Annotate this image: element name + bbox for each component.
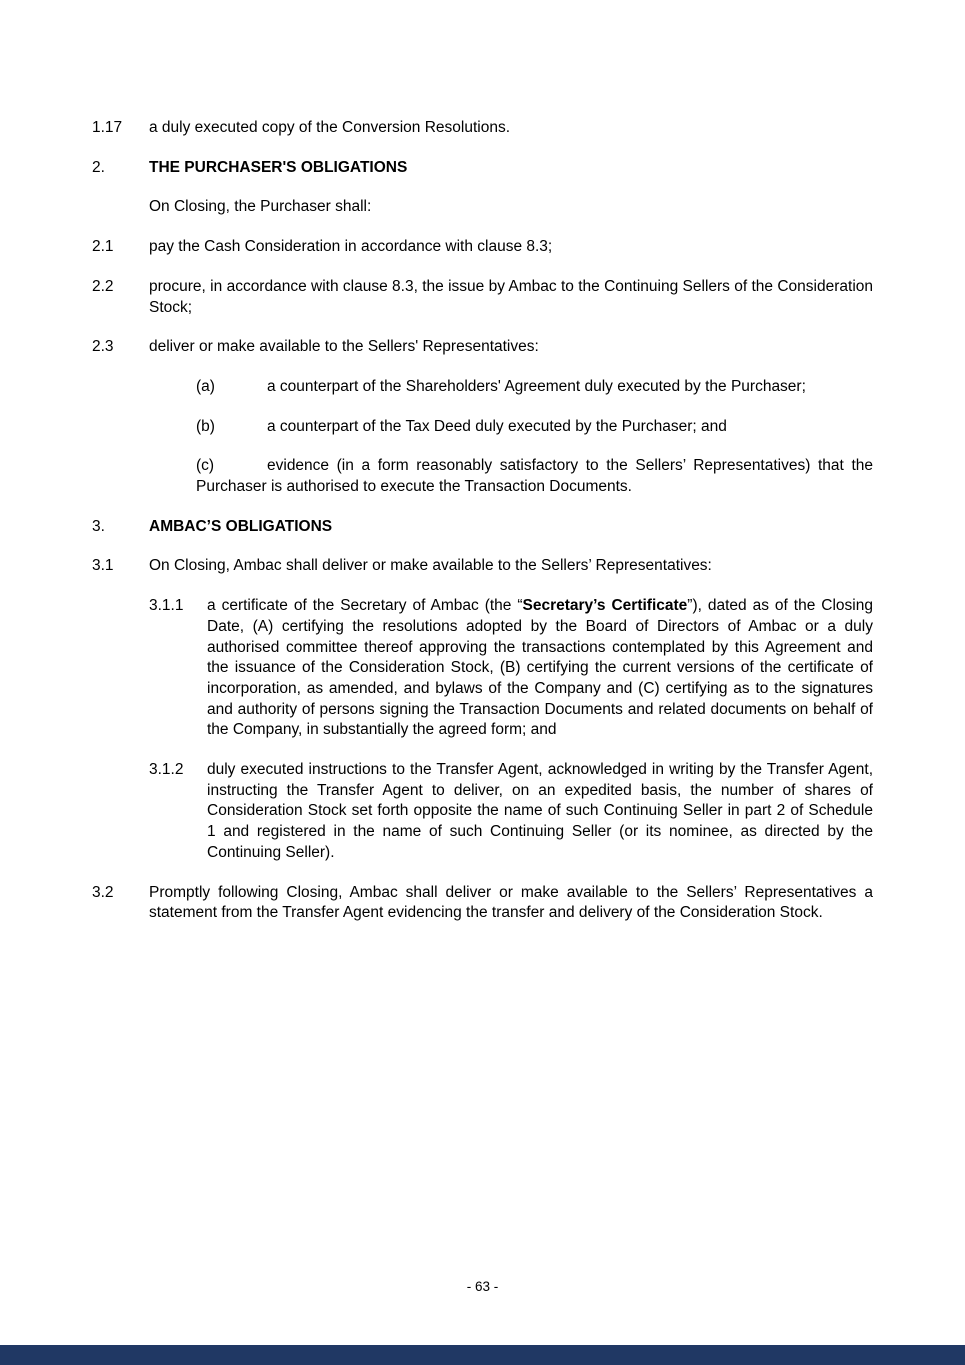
clause-number: 3.1.1	[149, 597, 184, 615]
clause-1-17	[92, 118, 873, 139]
subclause-text: a counterpart of the Tax Deed duly executed by the Purchaser; and	[267, 417, 727, 435]
clause-3-2	[92, 883, 873, 924]
clause-text	[207, 596, 873, 741]
clause-text: a duly executed copy of the Conversion Resolutions.	[149, 119, 511, 136]
clause-3-1	[92, 556, 873, 577]
clause-text: procure, in accordance with clause 8.3, the issue by Ambac to the Continuing Sellers of the Consideration Stock;	[149, 277, 873, 316]
clause-number: 3.1	[92, 557, 114, 575]
section-heading: AMBAC’S OBLIGATIONS	[149, 517, 333, 535]
clause-number: 2.3	[92, 338, 114, 356]
subclause-label: (c)	[196, 457, 215, 475]
clause-2-3-b	[196, 417, 873, 438]
clause-number: 3.2	[92, 883, 114, 901]
clause-number: 3.1.2	[149, 761, 184, 779]
clause-number: 2.2	[92, 277, 114, 295]
subclause-text: a counterpart of the Shareholders' Agreement duly executed by the Purchaser;	[267, 377, 806, 395]
clause-2-2	[92, 277, 873, 318]
clause-2-1	[92, 237, 873, 258]
clause-2-3-a	[196, 377, 873, 398]
clause-text: pay the Cash Consideration in accordance with clause 8.3;	[149, 238, 553, 256]
clause-text-segment: a certificate of the Secretary of Ambac (the “	[207, 597, 523, 615]
subclause-label: (a)	[196, 377, 215, 395]
subclause-text: evidence (in a form reasonably satisfactory to the Sellers’ Representatives) that the Purchaser is authorised to execute the Transaction Documents.	[196, 457, 873, 496]
section-2-heading-row	[92, 158, 873, 179]
clause-number: 1.17	[92, 119, 123, 136]
page-number: - 63 -	[466, 1279, 499, 1294]
clause-number: 2.1	[92, 238, 114, 256]
clause-text: On Closing, Ambac shall deliver or make available to the Sellers’ Representatives:	[149, 557, 712, 575]
section-heading: THE PURCHASER'S OBLIGATIONS	[149, 158, 408, 176]
section-2-intro: On Closing, the Purchaser shall:	[149, 198, 372, 216]
clause-2-3	[92, 337, 873, 358]
section-number: 3.	[92, 517, 105, 535]
clause-3-1-1	[149, 596, 873, 741]
defined-term: Secretary’s Certificate	[522, 597, 688, 615]
document-body	[92, 118, 873, 943]
clause-3-1-2	[149, 760, 873, 864]
clause-text: duly executed instructions to the Transfer Agent, acknowledged in writing by the Transfer Agent, instructing the Transfer Agent to deliver, on an expedited basis, the number of shares of Consideration Stock set forth opposite the name of such Continuing Seller in part 2 of Schedule 1 and registered in the name of such Continuing Seller (or its nominee, as directed by the Continuing Seller).	[207, 761, 873, 861]
clause-text: deliver or make available to the Sellers' Representatives:	[149, 338, 539, 356]
clause-text-segment: ”), dated as of the Closing Date, (A) certifying the resolutions adopted by the Board of Directors of Ambac or a duly authorised committee thereof approving the transactions contemplated by this Agreement and the issuance of the Consideration Stock, (B) certifying the current versions of the certificate of incorporation, as amended, and bylaws of the Company and (C) certifying as to the signatures and authority of persons signing the Transaction Documents and related documents on behalf of the Company, in substantially the agreed form; and	[207, 597, 873, 739]
section-number: 2.	[92, 158, 105, 176]
section-3-heading-row	[92, 517, 873, 538]
clause-text: Promptly following Closing, Ambac shall deliver or make available to the Sellers’ Representatives a statement from the Transfer Agent evidencing the transfer and delivery of the Consideration Stock.	[149, 883, 873, 922]
subclause-label: (b)	[196, 417, 215, 435]
bottom-bar	[0, 1345, 965, 1365]
clause-2-3-c	[196, 456, 873, 497]
